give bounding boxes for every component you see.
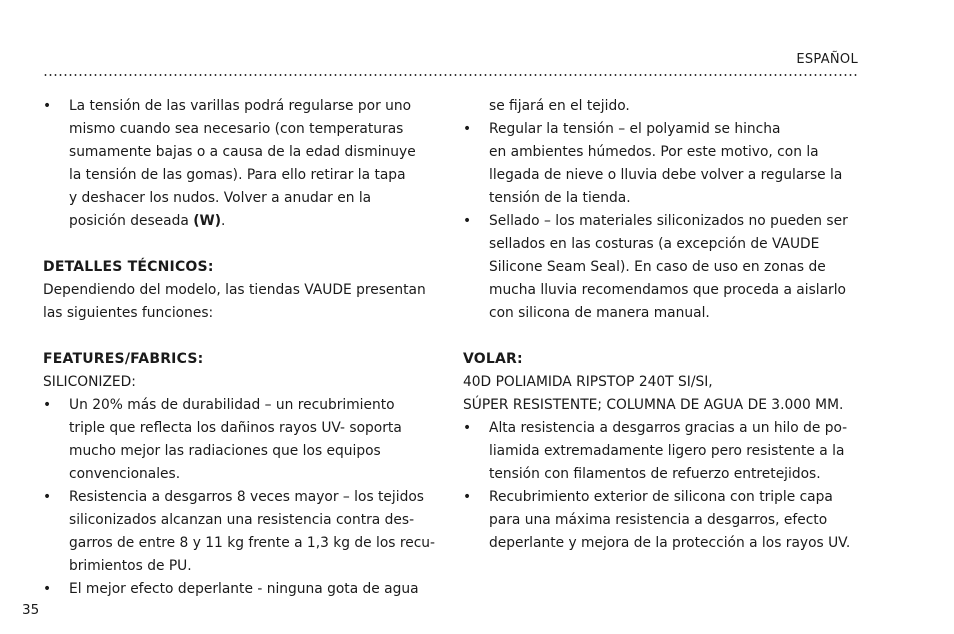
text-line: tensión de la tienda. (489, 190, 631, 206)
bullet-icon: • (463, 489, 472, 505)
text-line: brimientos de PU. (69, 558, 192, 574)
intro-bullet (43, 95, 443, 233)
dotted-divider (43, 74, 859, 76)
text-line: sumamente bajas o a causa de la edad disminuye (69, 144, 416, 160)
text-line: Un 20% más de durabilidad – un recubrimiento (69, 397, 395, 413)
list-item (463, 486, 863, 555)
text-line: tensión con filamentos de refuerzo entretejidos. (489, 466, 821, 482)
bullet-icon: • (463, 420, 472, 436)
bullet-icon: • (463, 213, 472, 229)
text-line: sellados en las costuras (a excepción de VAUDE (489, 236, 820, 252)
text-line: para una máxima resistencia a desgarros, efecto (489, 512, 828, 528)
language-label: ESPAÑOL (796, 52, 858, 67)
text-fragment: posición deseada (69, 213, 194, 229)
text-line: 40D POLIAMIDA RIPSTOP 240T SI/SI, (463, 374, 713, 390)
bullet-icon: • (43, 489, 52, 505)
text-line: mucho mejor las radiaciones que los equipos (69, 443, 381, 459)
text-line: la tensión de las gomas). Para ello retirar la tapa (69, 167, 406, 183)
list-item (43, 486, 443, 578)
text-line: Sellado – los materiales siliconizados no pueden ser (489, 213, 848, 229)
tech-details-heading: DETALLES TÉCNICOS: (43, 259, 214, 275)
text-fragment: . (221, 213, 226, 229)
list-item (43, 578, 443, 601)
list-item (463, 118, 863, 210)
text-line: las siguientes funciones: (43, 305, 214, 321)
text-line: se fijará en el tejido. (489, 98, 630, 114)
features-heading: FEATURES/FABRICS: (43, 351, 204, 367)
continuation-text (463, 95, 863, 118)
list-item (463, 210, 863, 325)
text-line: mucha lluvia recomendamos que proceda a aislarlo (489, 282, 846, 298)
text-line: convencionales. (69, 466, 181, 482)
list-item (463, 417, 863, 486)
tech-details-text (43, 279, 443, 325)
bullet-icon: • (43, 397, 52, 413)
text-line: Regular la tensión – el polyamid se hincha (489, 121, 781, 137)
right-column (463, 95, 863, 555)
bullet-icon: • (43, 581, 52, 597)
text-line: garros de entre 8 y 11 kg frente a 1,3 kg de los recu- (69, 535, 436, 551)
text-line: Alta resistencia a desgarros gracias a un hilo de po- (489, 420, 848, 436)
left-column (43, 95, 443, 601)
text-line: Dependiendo del modelo, las tiendas VAUDE presentan (43, 282, 426, 298)
siliconized-label (43, 371, 443, 394)
volar-spec (463, 371, 863, 417)
text-line: SÚPER RESISTENTE; COLUMNA DE AGUA DE 3.000 MM. (463, 397, 844, 413)
text-line: Silicone Seam Seal). En caso de uso en zonas de (489, 259, 826, 275)
text-line: y deshacer los nudos. Volver a anudar en la (69, 190, 372, 206)
text-line: SILICONIZED: (43, 374, 136, 390)
bullet-icon: • (43, 98, 52, 114)
text-line (69, 210, 443, 233)
text-line: llegada de nieve o lluvia debe volver a regularse la (489, 167, 843, 183)
text-line: triple que reflecta los dañinos rayos UV- soporta (69, 420, 402, 436)
text-line: El mejor efecto deperlante - ninguna gota de agua (69, 581, 419, 597)
text-line: La tensión de las varillas podrá regularse por uno (69, 98, 412, 114)
text-line: deperlante y mejora de la protección a los rayos UV. (489, 535, 851, 551)
text-line: Resistencia a desgarros 8 veces mayor – los tejidos (69, 489, 424, 505)
text-line: en ambientes húmedos. Por este motivo, con la (489, 144, 819, 160)
volar-heading: VOLAR: (463, 351, 523, 367)
page-number: 35 (22, 602, 40, 618)
figure-reference: (W) (193, 213, 222, 229)
text-line: Recubrimiento exterior de silicona con triple capa (489, 489, 833, 505)
text-line: siliconizados alcanzan una resistencia contra des- (69, 512, 415, 528)
list-item (43, 394, 443, 486)
text-line: con silicona de manera manual. (489, 305, 710, 321)
text-line: mismo cuando sea necesario (con temperaturas (69, 121, 404, 137)
bullet-icon: • (463, 121, 472, 137)
text-line: liamida extremadamente ligero pero resistente a la (489, 443, 845, 459)
